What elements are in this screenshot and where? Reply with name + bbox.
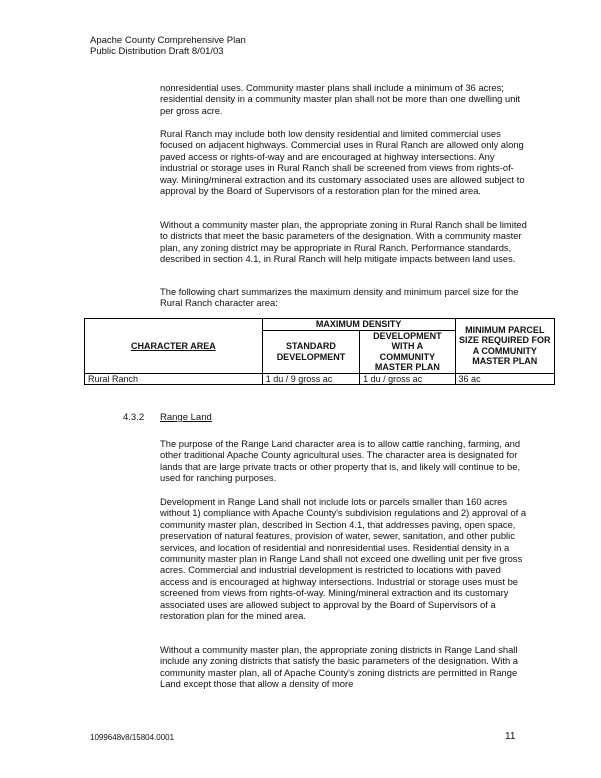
table-header-community-plan: DEVELOPMENT WITH A COMMUNITY MASTER PLAN <box>360 330 455 373</box>
header-title: Apache County Comprehensive Plan <box>90 35 246 46</box>
body-paragraph: The following chart summarizes the maximum density and minimum parcel size for the Rural Ranch character area: <box>160 286 519 309</box>
section-number: 4.3.2 <box>123 412 145 423</box>
table-header-minimum-parcel: MINIMUM PARCEL SIZE REQUIRED FOR A COMMUNITY MASTER PLAN <box>455 319 554 374</box>
table-header-character-area: CHARACTER AREA <box>85 319 263 374</box>
document-id: 1099648v8/15804.0001 <box>90 733 175 742</box>
table-header-standard: STANDARD DEVELOPMENT <box>262 330 359 373</box>
table-row <box>85 373 555 385</box>
table-cell: 1 du / gross ac <box>360 373 455 385</box>
table-header-maximum-density: MAXIMUM DENSITY <box>262 319 455 331</box>
header-subtitle: Public Distribution Draft 8/01/03 <box>90 46 224 57</box>
table-cell: Rural Ranch <box>85 373 263 385</box>
section-title: Range Land <box>160 412 212 423</box>
body-paragraph: The purpose of the Range Land character area is to allow cattle ranching, farming, and other traditional Apache County agricultural uses. The character area is designated for lands that are large private tracts or other property that is, and likely will continue to be, used for ranching purposes. <box>160 438 521 484</box>
page-header <box>90 35 246 57</box>
body-paragraph: Rural Ranch may include both low density residential and limited commercial uses focused on adjacent highways. Commercial uses in Rural Ranch are allowed only along paved access or rights-of-way and are encouraged at highway intersections. Any industrial or storage uses in Rural Ranch shall be screened from views from rights-of-way. Mining/mineral extraction and its customary associated uses are allowed subject to approval by the Board of Supervisors of a restoration plan for the mined area. <box>160 128 525 197</box>
table-cell: 1 du / 9 gross ac <box>262 373 359 385</box>
table-cell: 36 ac <box>455 373 554 385</box>
page-number: 11 <box>505 731 516 742</box>
body-paragraph: nonresidential uses. Community master plans shall include a minimum of 36 acres; residential density in a community master plan shall not be more than one dwelling unit per gross acre. <box>160 82 521 116</box>
density-table <box>84 318 555 385</box>
body-paragraph: Without a community master plan, the appropriate zoning in Rural Ranch shall be limited to districts that meet the basic parameters of the designation. With a community master plan, any zoning district may be appropriate in Rural Ranch. Performance standards, described in section 4.1, in Rural Ranch will help mitigate impacts between land uses. <box>160 219 527 265</box>
body-paragraph: Development in Range Land shall not include lots or parcels smaller than 160 acres without 1) compliance with Apache County's subdivision regulations and 2) approval of a community master plan, described in Section 4.1, that addresses paving, open space, preservation of natural features, provision of water, sewer, sanitation, and other public services, and location of residential and nonresidential uses. Residential density in a community master plan in Range Land shall not exceed one dwelling unit per five gross acres. Commercial and industrial development is restricted to locations with paved access and is encouraged at highway intersections. Industrial or storage uses must be screened from views from rights-of-way. Mining/mineral extraction and its customary associated uses are allowed subject to approval by the Board of Supervisors of a restoration plan for the mined area. <box>160 496 527 622</box>
body-paragraph: Without a community master plan, the appropriate zoning districts in Range Land shall include any zoning districts that satisfy the basic parameters of the designation. With a community master plan, all of Apache County's zoning districts are permitted in Range Land except those that allow a density of more <box>160 644 518 690</box>
